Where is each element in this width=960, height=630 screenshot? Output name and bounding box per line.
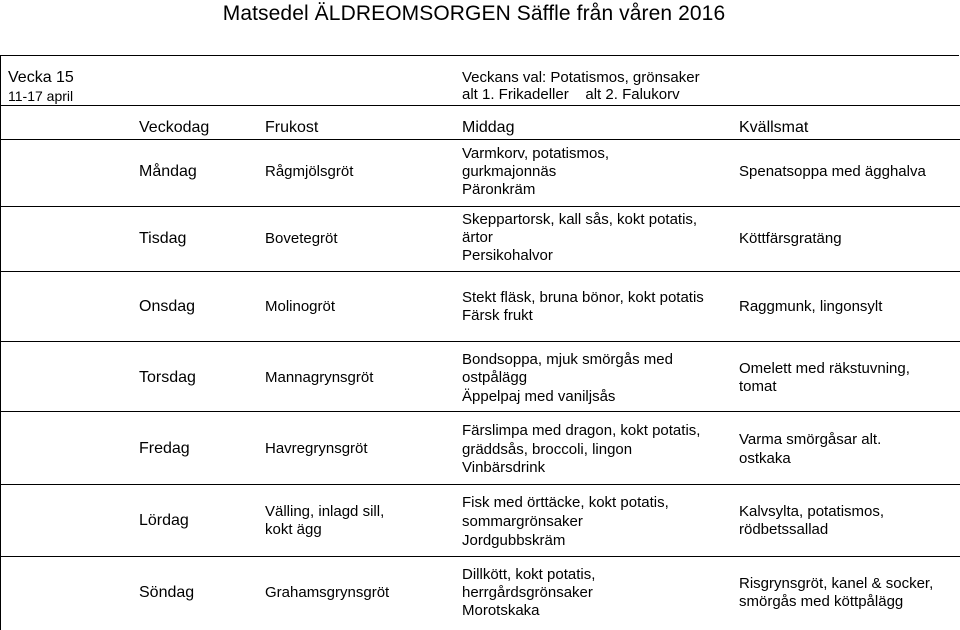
lunch-line: Päronkräm — [462, 181, 536, 198]
header-day: Veckodag — [139, 119, 210, 136]
page-title: Matsedel ÄLDREOMSORGEN Säffle från våren 2016 — [222, 2, 726, 25]
day-name: Tisdag — [139, 230, 187, 247]
lunch-line: Varmkorv, potatismos, — [462, 145, 609, 162]
lunch-line: sommargrönsaker — [462, 513, 583, 530]
row-divider — [1, 139, 960, 140]
lunch-line: Bondsoppa, mjuk smörgås med — [462, 351, 673, 368]
day-name: Lördag — [139, 512, 189, 529]
breakfast-item: Bovetegröt — [265, 230, 338, 247]
day-name: Fredag — [139, 440, 190, 457]
lunch-line: Fisk med örttäcke, kokt potatis, — [462, 494, 669, 511]
dinner-line: Köttfärsgratäng — [739, 230, 842, 247]
dinner-line: ostkaka — [739, 450, 791, 467]
row-divider — [1, 411, 960, 412]
lunch-line: Morotskaka — [462, 602, 540, 619]
breakfast-item: Havregrynsgröt — [265, 440, 368, 457]
lunch-line: Äppelpaj med vaniljsås — [462, 388, 616, 405]
header-dinner: Kvällsmat — [739, 119, 809, 136]
lunch-line: ostpålägg — [462, 369, 528, 386]
lunch-line: herrgårdsgrönsaker — [462, 584, 593, 601]
row-divider — [1, 271, 960, 272]
lunch-line: Stekt fläsk, bruna bönor, kokt potatis — [462, 289, 704, 306]
row-divider — [1, 556, 960, 557]
week-dates: 11-17 april — [8, 88, 74, 104]
dinner-line: rödbetssallad — [739, 521, 829, 538]
breakfast-item: Välling, inlagd sill, — [265, 503, 385, 520]
breakfast-item: Molinogröt — [265, 298, 336, 315]
dinner-line: tomat — [739, 378, 777, 395]
week-label: Vecka 15 — [8, 69, 74, 86]
day-name: Måndag — [139, 163, 197, 180]
lunch-line: ärtor — [462, 229, 493, 246]
dinner-line: Spenatsoppa med ägghalva — [739, 163, 926, 180]
lunch-line: Dillkött, kokt potatis, — [462, 566, 596, 583]
lunch-line: Persikohalvor — [462, 247, 553, 264]
lunch-line: gurkmajonnäs — [462, 163, 557, 180]
weekly-choice-line1: Veckans val: Potatismos, grönsaker — [462, 69, 700, 86]
lunch-line: Färslimpa med dragon, kokt potatis, — [462, 422, 701, 439]
dinner-line: Kalvsylta, potatismos, — [739, 503, 885, 520]
dinner-line: Omelett med räkstuvning, — [739, 360, 910, 377]
row-divider — [1, 206, 960, 207]
lunch-line: Skeppartorsk, kall sås, kokt potatis, — [462, 211, 698, 228]
dinner-line: smörgås med köttpålägg — [739, 593, 904, 610]
breakfast-item: Mannagrynsgröt — [265, 369, 374, 386]
dinner-line: Risgrynsgröt, kanel & socker, — [739, 575, 934, 592]
row-divider — [1, 105, 960, 106]
breakfast-item: Grahamsgrynsgröt — [265, 584, 390, 601]
lunch-line: Färsk frukt — [462, 307, 533, 324]
dinner-line: Varma smörgåsar alt. — [739, 431, 882, 448]
breakfast-item: Rågmjölsgröt — [265, 163, 354, 180]
lunch-line: Vinbärsdrink — [462, 459, 546, 476]
dinner-line: Raggmunk, lingonsylt — [739, 298, 883, 315]
lunch-line: gräddsås, broccoli, lingon — [462, 441, 633, 458]
row-divider — [1, 484, 960, 485]
day-name: Torsdag — [139, 369, 196, 386]
header-breakfast: Frukost — [265, 119, 319, 136]
day-name: Onsdag — [139, 298, 196, 315]
weekly-choice-line2: alt 1. Frikadeller alt 2. Falukorv — [462, 86, 680, 103]
header-lunch: Middag — [462, 119, 515, 136]
lunch-line: Jordgubbskräm — [462, 532, 566, 549]
breakfast-item: kokt ägg — [265, 521, 322, 538]
row-divider — [1, 341, 960, 342]
day-name: Söndag — [139, 584, 195, 601]
